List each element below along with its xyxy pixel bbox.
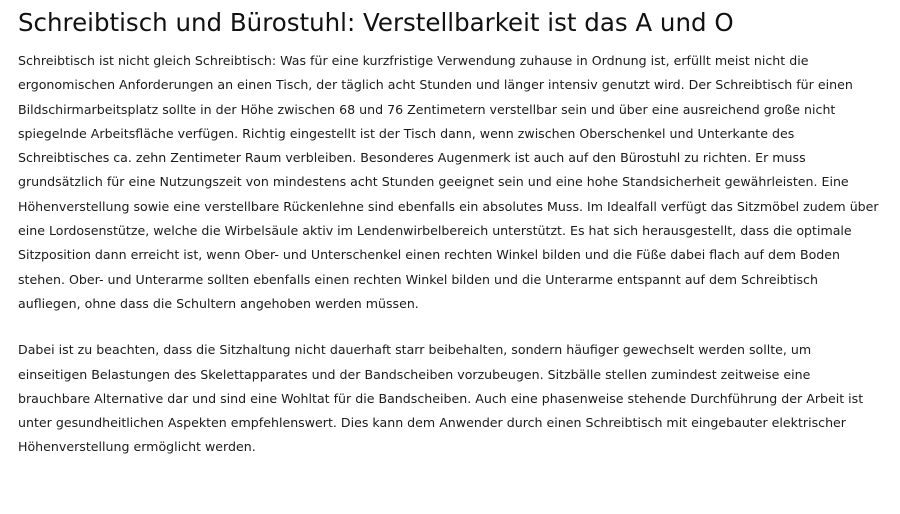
article-paragraph-1: Schreibtisch ist nicht gleich Schreibtisch: Was für eine kurzfristige Verwendung zuhause in Ordnung ist, erfüllt meist nicht die ergonomischen Anforderungen an einen Tisch, der täglich acht Stunden und länger intensiv genutzt wird. Der Schreibtisch für einen Bildschirmarbeitsplatz sollte in der Höhe zwischen 68 und 76 Zentimetern verstellbar sein und über eine ausreichend große nicht spiegelnde Arbeitsfläche verfügen. Richtig eingestellt ist der Tisch dann, wenn zwischen Oberschenkel und Unterkante des Schreibtisches ca. zehn Zentimeter Raum verbleiben. Besonderes Augenmerk ist auch auf den Bürostuhl zu richten. Er muss grundsätzlich für eine Nutzungszeit von mindestens acht Stunden geeignet sein und eine hohe Standsicherheit gewährleisten. Eine Höhenverstellung sowie eine verstellbare Rückenlehne sind ebenfalls ein absolutes Muss. Im Idealfall verfügt das Sitzmöbel zudem über eine Lordosenstütze, welche die Wirbelsäule aktiv im Lendenwirbelbereich unterstützt. Es hat sich herausgestellt, dass die optimale Sitzposition dann erreicht ist, wenn Ober- und Unterschenkel einen rechten Winkel bilden und die Füße dabei flach auf dem Boden stehen. Ober- und Unterarme sollten ebenfalls einen rechten Winkel bilden und die Unterarme entspannt auf dem Schreibtisch aufliegen, ohne dass die Schultern angehoben werden müssen. [18, 53, 879, 311]
article-title: Schreibtisch und Bürostuhl: Verstellbarkeit ist das A und O [18, 8, 734, 37]
article-paragraph-2: Dabei ist zu beachten, dass die Sitzhaltung nicht dauerhaft starr beibehalten, sondern häufiger gewechselt werden sollte, um einseitigen Belastungen des Skelettapparates und der Bandscheiben vorzubeugen. Sitzbälle stellen zumindest zeitweise eine brauchbare Alternative dar und sind eine Wohltat für die Bandscheiben. Auch eine phasenweise stehende Durchführung der Arbeit ist unter gesundheitlichen Aspekten empfehlenswert. Dies kann dem Anwender durch einen Schreibtisch mit eingebauter elektrischer Höhenverstellung ermöglicht werden. [18, 342, 864, 455]
